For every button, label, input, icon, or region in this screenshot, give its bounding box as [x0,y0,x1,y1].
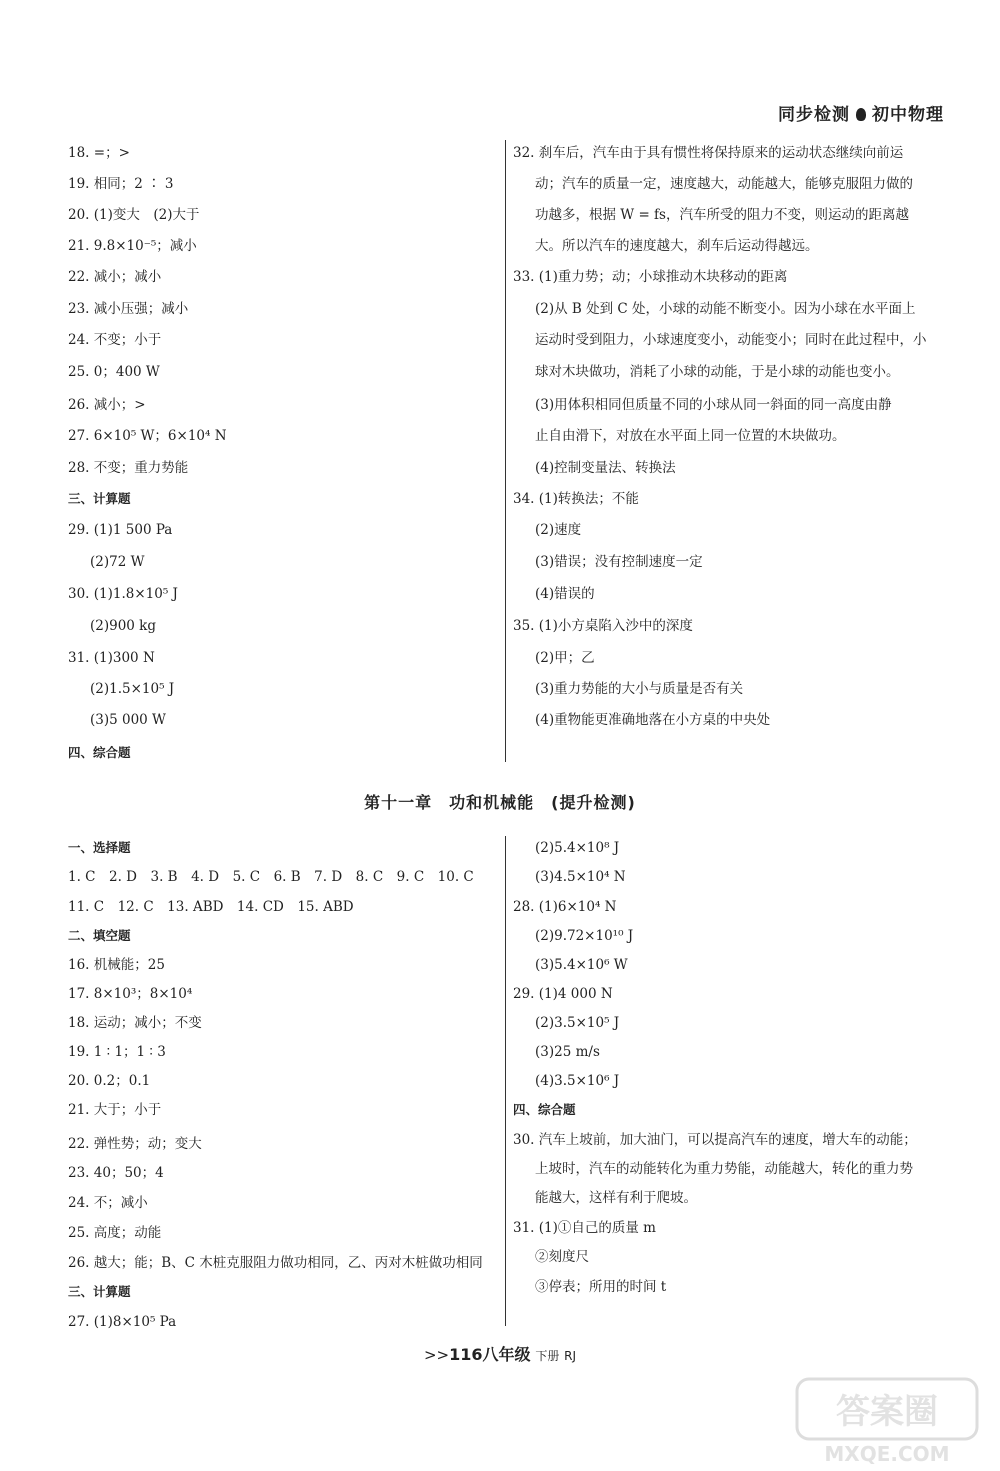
answer-line: 19. 1 ∶ 1；1 ∶ 3 [68,1044,166,1060]
watermark-logo [792,1371,982,1471]
answer-line: 23. 减小压强；减小 [68,301,189,317]
grade-label: 八年级 [482,1345,531,1364]
answer-line: (3)重力势能的大小与质量是否有关 [535,681,744,697]
answer-line: ③停表；所用的时间 t [535,1279,667,1295]
volume-label: 下册 [535,1349,560,1363]
section-heading: 三、计算题 [68,491,131,506]
answer-line: (2)900 kg [90,618,157,634]
answer-line: 33. (1)重力势；动；小球推动木块移动的距离 [513,269,788,285]
answer-line: ②刻度尺 [535,1249,589,1265]
answer-line: 22. 减小；减小 [68,269,162,285]
answer-line: (3)用体积相同但质量不同的小球从同一斜面的同一高度由静 [535,397,892,413]
answer-line: (2)72 W [90,554,145,570]
answer-line: 功越多，根据 W = fs，汽车所受的阻力不变，则运动的距离越 [535,207,909,223]
answer-line: 23. 40；50；4 [68,1165,164,1181]
answer-line: 18. =；> [68,145,130,161]
answer-line: 球对木块做功，消耗了小球的动能，于是小球的动能也变小。 [535,364,900,380]
answer-line: 24. 不变；小于 [68,332,162,348]
answer-line: 19. 相同；2 ∶ 3 [68,176,174,192]
answer-line: 32. 刹车后，汽车由于具有惯性将保持原来的运动状态继续向前运 [513,145,904,161]
answer-line: (2)甲；乙 [535,650,595,666]
answer-line: (3)25 m/s [535,1044,600,1060]
answer-line: 24. 不；减小 [68,1195,148,1211]
answer-line: 26. 越大；能；B、C 木桩克服阻力做功相同，乙、丙对木桩做功相同 [68,1255,483,1271]
answer-line: 27. 6×10⁵ W；6×10⁴ N [68,428,227,444]
answer-line: 动；汽车的质量一定，速度越大，动能越大，能够克服阻力做的 [535,176,913,192]
answer-line: (3)4.5×10⁴ N [535,869,626,885]
answer-line: 29. (1)4 000 N [513,986,613,1002]
answer-line: (4)3.5×10⁶ J [535,1073,620,1089]
answer-line: (2)1.5×10⁵ J [90,681,175,697]
answer-line: 25. 高度；动能 [68,1225,162,1241]
answer-line: 11. C 12. C 13. ABD 14. CD 15. ABD [68,899,354,915]
column-divider [505,836,506,1326]
answer-line: 30. 汽车上坡前，加大油门，可以提高汽车的速度，增大车的动能； [513,1132,917,1148]
answer-line: 20. 0.2；0.1 [68,1073,151,1089]
answer-line: 21. 9.8×10⁻⁵；减小 [68,238,197,254]
answer-line: (3)5 000 W [90,712,166,728]
edition-label: RJ [564,1349,577,1363]
column-divider [505,140,506,762]
section-heading: 四、综合题 [68,745,131,760]
answer-line: 17. 8×10³；8×10⁴ [68,986,193,1002]
watermark-text: 答案圈 [836,1392,938,1432]
section-heading: 三、计算题 [68,1284,131,1299]
series-name: 同步检测 [778,105,850,125]
answer-line: (2)9.72×10¹⁰ J [535,928,634,944]
answer-line: 16. 机械能；25 [68,957,165,973]
answer-line: 大。所以汽车的速度越大，刹车后运动得越远。 [535,238,819,254]
chapter-title: 第十一章 功和机械能 (提升检测) [364,793,636,812]
answer-line: (2)从 B 处到 C 处，小球的动能不断变小。因为小球在水平面上 [535,301,916,317]
answer-line: 25. 0；400 W [68,364,160,380]
lightbulb-icon [856,108,866,121]
page-number: 116 [449,1345,483,1364]
next-page-arrows: >> [423,1346,450,1364]
answer-line: (2)5.4×10⁸ J [535,840,620,856]
answer-line: 28. (1)6×10⁴ N [513,899,617,915]
answer-line: 27. (1)8×10⁵ Pa [68,1314,177,1330]
answer-line: 18. 运动；减小；不变 [68,1015,202,1031]
answer-line: (4)重物能更准确地落在小方桌的中央处 [535,712,771,728]
answer-line: 29. (1)1 500 Pa [68,522,173,538]
answer-line: 26. 减小；> [68,397,146,413]
answer-line: 30. (1)1.8×10⁵ J [68,586,178,602]
running-header [778,100,944,125]
answer-line: 能越大，这样有利于爬坡。 [535,1190,697,1206]
watermark-url: MXQE.COM [824,1442,950,1466]
answer-line: 20. (1)变大 (2)大于 [68,207,200,223]
answer-line: 运动时受到阻力，小球速度变小，动能变小；同时在此过程中，小 [535,332,927,348]
answer-line: 34. (1)转换法；不能 [513,491,639,507]
page-footer [0,1342,1000,1365]
answer-line: 35. (1)小方桌陷入沙中的深度 [513,618,693,634]
answer-line: 28. 不变；重力势能 [68,460,189,476]
answer-line: (2)3.5×10⁵ J [535,1015,620,1031]
answer-line: (4)错误的 [535,586,595,602]
answer-line: 21. 大于；小于 [68,1102,162,1118]
answer-line: (2)速度 [535,522,582,538]
section-heading: 一、选择题 [68,840,131,855]
answer-line: (3)错误；没有控制速度一定 [535,554,703,570]
answer-line: 31. (1)①自己的质量 m [513,1220,656,1236]
section-heading: 四、综合题 [513,1102,576,1117]
section-heading: 二、填空题 [68,928,131,943]
answer-line: (3)5.4×10⁶ W [535,957,628,973]
answer-line: 上坡时，汽车的动能转化为重力势能，动能越大，转化的重力势 [535,1161,913,1177]
answer-line: 31. (1)300 N [68,650,155,666]
answer-line: 22. 弹性势；动；变大 [68,1136,202,1152]
answer-line: 止自由滑下，对放在水平面上同一位置的木块做功。 [535,428,846,444]
subject-name: 初中物理 [872,105,944,125]
answer-line: (4)控制变量法、转换法 [535,460,676,476]
answer-line: 1. C 2. D 3. B 4. D 5. C 6. B 7. D 8. C 9. C 10. C [68,869,474,885]
